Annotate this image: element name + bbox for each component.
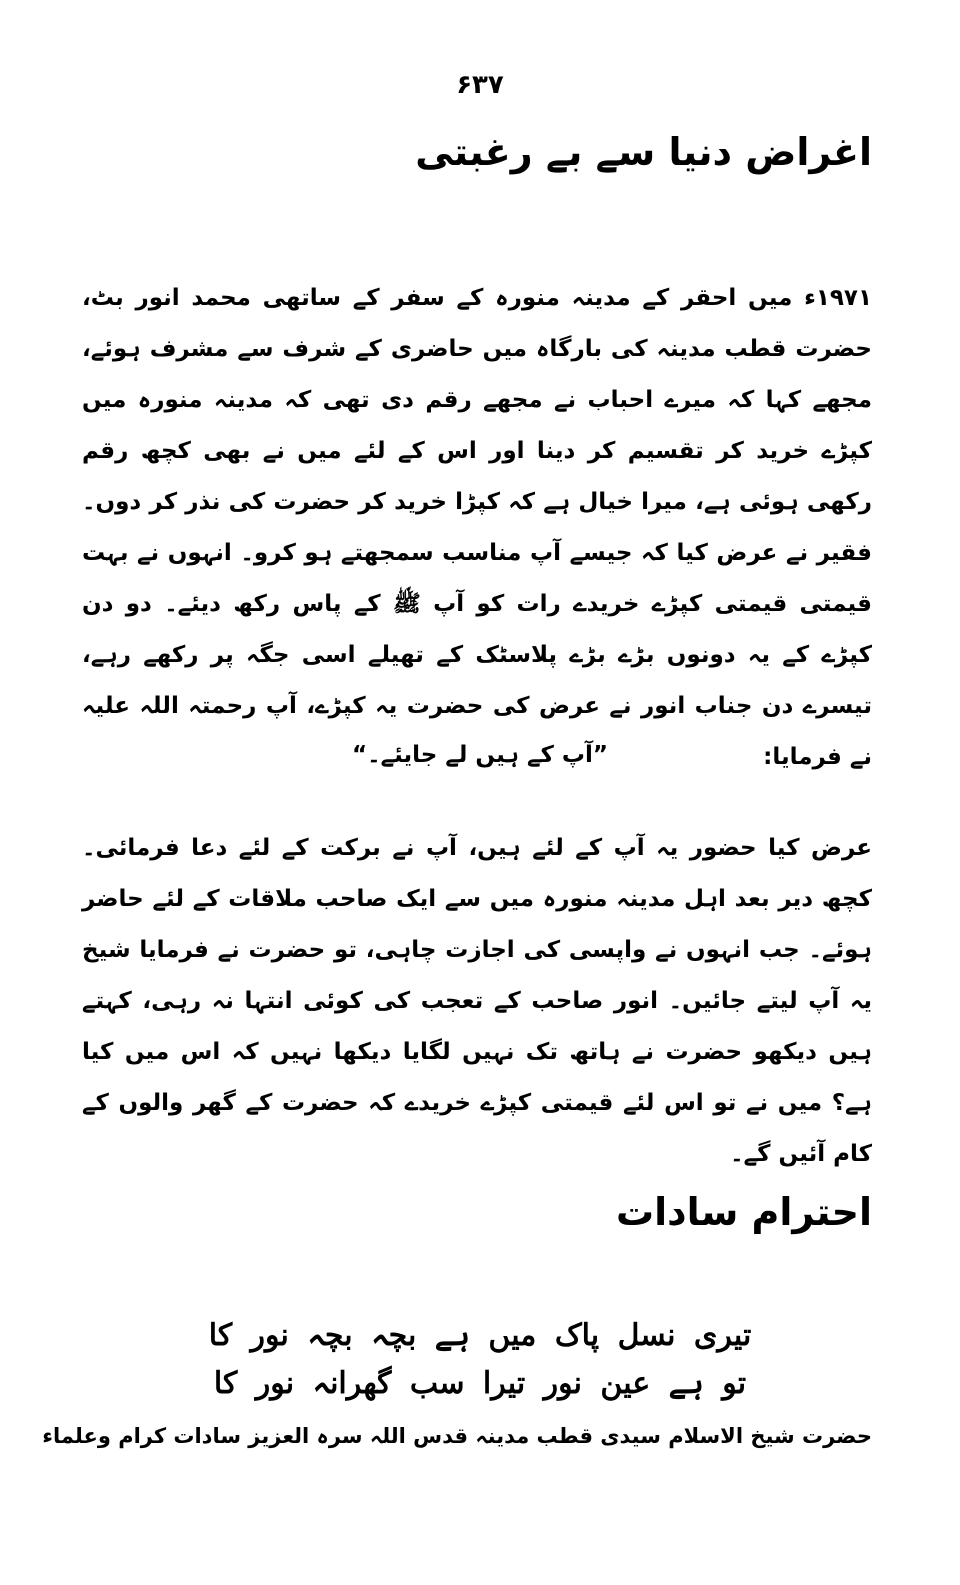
paragraph-anwar-visit: ۱۹۷۱ء میں احقر کے مدینہ منورہ کے سفر کے ساتھی محمد انور بٹ، حضرت قطب مدینہ کی بارگاہ میں حاضری کے شرف سے مشرف ہوئے، مجھے کہا کہ میرے احباب نے مجھے رقم دی تھی کہ مدینہ منورہ میں کپڑے خرید کر تقسیم کر دینا اور اس کے لئے میں نے بھی کچھ رقم رکھی ہوئی ہے، میرا خیال ہے کہ کپڑا خرید کر حضرت کی نذر کر دوں۔ فقیر نے عرض کیا کہ جیسے آپ مناسب سمجھتے ہو کرو۔ انہوں نے بہت قیمتی قیمتی کپڑے خریدے رات کو آپ ﷺ کے پاس رکھ دیئے۔ دو دن کپڑے کے یہ دونوں بڑے بڑے پلاسٹک کے تھیلے اسی جگہ پر رکھے رہے، تیسرے دن جناب انور نے عرض کی حضرت یہ کپڑے، آپ رحمتہ اللہ علیہ نے فرمایا:: [82, 285, 872, 770]
page-number: ۶۳۷: [456, 70, 504, 100]
verse-line-two: تو ہے عین نور تیرا سب گھرانہ نور کا: [213, 1366, 747, 1401]
verse-line-one: تیری نسل پاک میں ہے بچہ بچہ نور کا: [208, 1318, 752, 1353]
quoted-saying: ”آپ کے ہیں لے جایئے۔“: [352, 742, 608, 768]
paragraph-gift-given-away: عرض کیا حضور یہ آپ کے لئے ہیں، آپ نے برکت کے لئے دعا فرمائی۔ کچھ دیر بعد اہل مدینہ منورہ میں سے ایک صاحب ملاقات کے لئے حاضر ہوئے۔ جب انہوں نے واپسی کی اجازت چاہی، تو حضرت نے فرمایا شیخ یہ آپ لیتے جائیں۔ انور صاحب کے تعجب کی کوئی انتہا نہ رہی، کہتے ہیں دیکھو حضرت نے ہاتھ تک نہیں لگایا دیکھا نہیں کہ اس میں کیا ہے؟ میں نے تو اس لئے قیمتی کپڑے خریدے کہ حضرت کے گھر والوں کے کام آئیں گے۔: [82, 835, 872, 1167]
section-heading-respect-sadat: احترام سادات: [615, 1190, 872, 1234]
section-heading-detachment: اغراض دنیا سے بے رغبتی: [415, 130, 872, 174]
section-caption: حضرت شیخ الاسلام سیدی قطب مدینہ قدس اللہ سرہ العزیز سادات کرام وعلماء: [42, 1424, 872, 1448]
